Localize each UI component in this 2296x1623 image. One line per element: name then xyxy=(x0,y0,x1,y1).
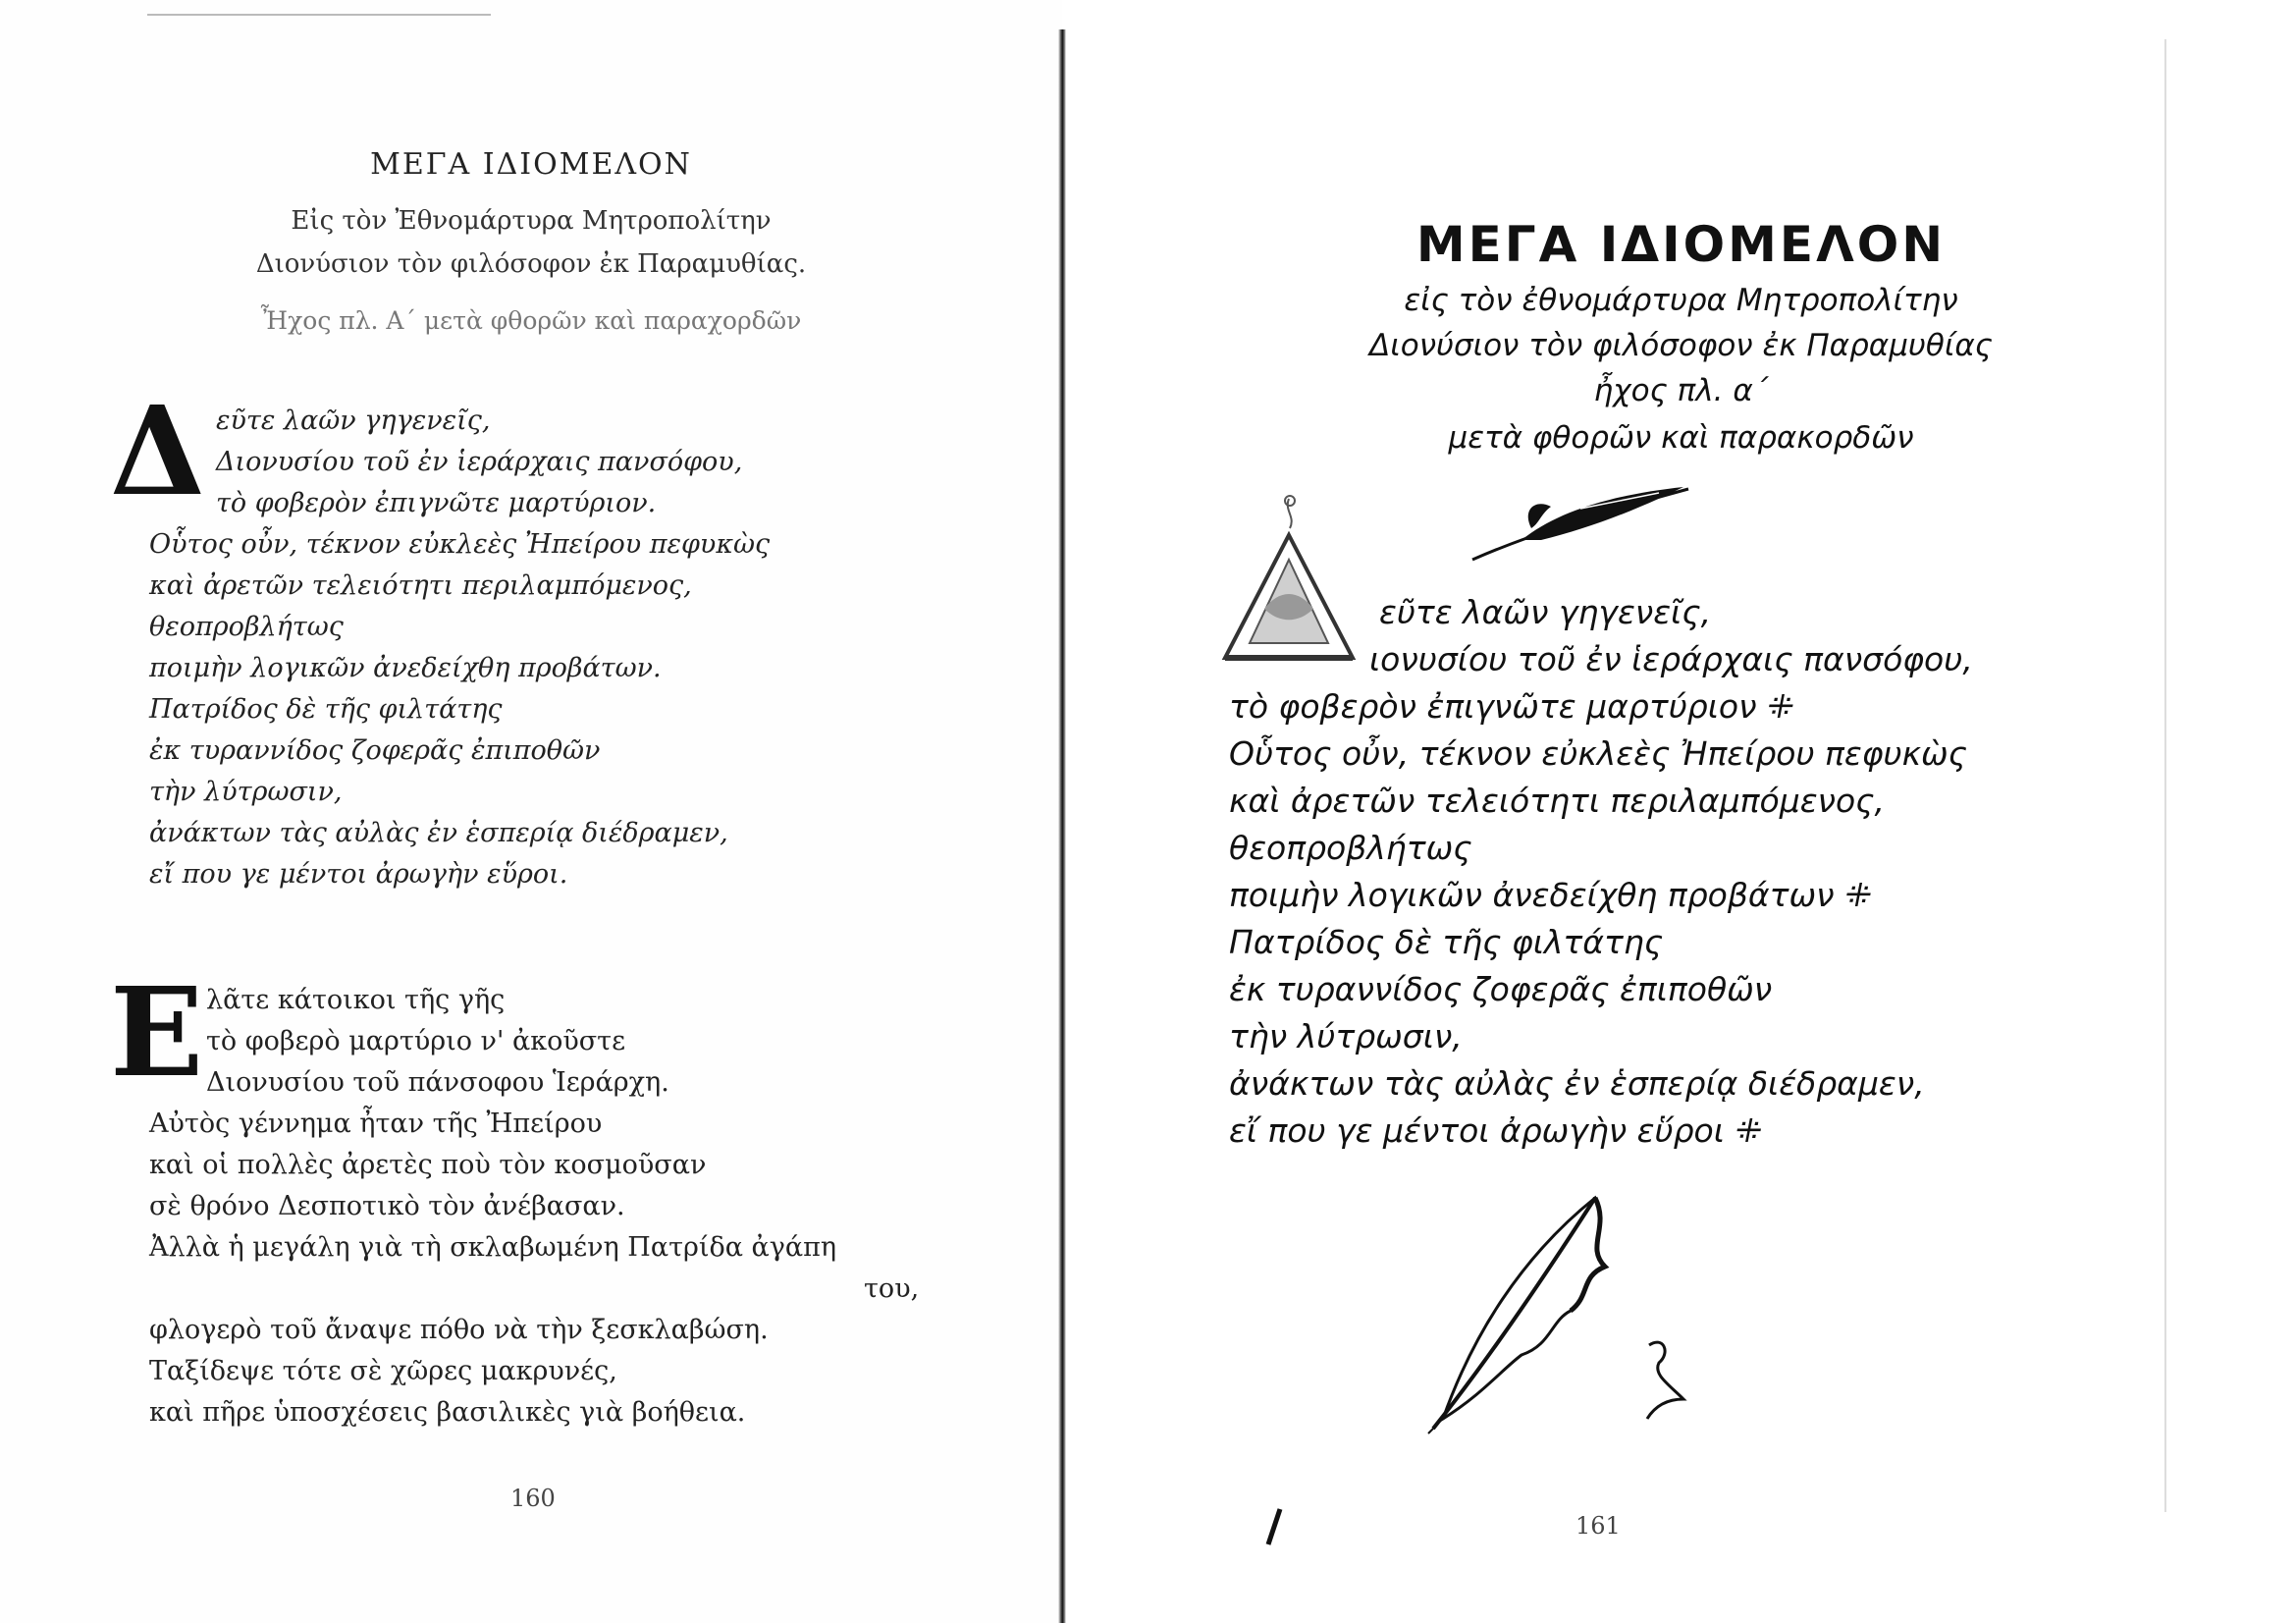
page-number-right: 161 xyxy=(1575,1512,1621,1540)
stanza-1-line: καὶ ἀρετῶν τελειότητι περιλαμπόμενος, xyxy=(149,570,692,601)
stanza-1-line: ἐκ τυραννίδος ζοφερᾶς ἐπιποθῶν xyxy=(149,735,601,766)
subtitle-line-1: Εἰς τὸν Ἐθνομάρτυρα Μητροπολίτην xyxy=(291,206,772,236)
quill-drawing-icon xyxy=(1414,1188,1728,1443)
handwritten-verse-line: ἀνάκτων τὰς αὐλὰς ἐν ἑσπερίᾳ διέδραμεν, xyxy=(1229,1064,1925,1103)
subtitle-line-2: Διονύσιον τὸν φιλόσοφον ἐκ Παραμυθίας. xyxy=(255,249,807,279)
stanza-1-line: εἴ που γε μέντοι ἀρωγὴν εὕροι. xyxy=(149,859,568,890)
stanza-1-line: θεοπροβλήτως xyxy=(149,612,344,642)
handwritten-heading-line: Διονύσιον τὸν φιλόσοφον ἐκ Παραμυθίας xyxy=(1369,328,1993,363)
stanza-1-line: Διονυσίου τοῦ ἐν ἱεράρχαις πανσόφου, xyxy=(216,447,743,477)
top-rule xyxy=(147,14,491,16)
stanza-2-line: Ἀλλὰ ἡ μεγάλη γιὰ τὴ σκλαβωμένη Πατρίδα ἀγάπη xyxy=(149,1232,837,1263)
handwritten-verse-line: εῦτε λαῶν γηγενεῖς, xyxy=(1379,593,1712,631)
handwritten-verse-line: Πατρίδος δὲ τῆς φιλτάτης xyxy=(1229,923,1664,961)
stanza-2-line: του, xyxy=(864,1273,920,1304)
stanza-1-line: εῦτε λαῶν γηγενεῖς, xyxy=(216,406,491,436)
handwritten-title: ΜΕΓΑ ΙΔΙΟΜΕΛΟΝ xyxy=(1415,216,1947,273)
illuminated-delta-icon xyxy=(1215,491,1362,668)
stanza-1-line: τὸ φοβερὸν ἐπιγνῶτε μαρτύριον. xyxy=(216,488,657,518)
mode-line: Ἦχος πλ. Α΄ μετὰ φθορῶν καὶ παραχορδῶν xyxy=(260,306,802,335)
handwritten-verse-line: εἴ που γε μέντοι ἀρωγὴν εὕροι ⁜ xyxy=(1229,1111,1763,1150)
stanza-1-line: Οὗτος οὖν, τέκνον εὐκλεὲς Ἠπείρου πεφυκὼς xyxy=(149,529,771,560)
handwritten-heading-line: ἦχος πλ. α΄ xyxy=(1593,373,1769,408)
stanza-2-line: τὸ φοβερὸ μαρτύριο ν' ἀκοῦστε xyxy=(206,1026,626,1056)
stanza-2-line: σὲ θρόνο Δεσποτικὸ τὸν ἀνέβασαν. xyxy=(149,1191,625,1221)
page-title: ΜΕΓΑ ΙΔΙΟΜΕΛΟΝ xyxy=(370,147,692,182)
stanza-2-line: Αὐτὸς γέννημα ἦταν τῆς Ἠπείρου xyxy=(149,1109,603,1139)
book-gutter xyxy=(1058,29,1066,1623)
handwritten-verse-line: ιονυσίου τοῦ ἐν ἱεράρχαις πανσόφου, xyxy=(1369,640,1973,678)
handwritten-verse-line: ποιμὴν λογικῶν ἀνεδείχθη προβάτων ⁜ xyxy=(1229,876,1872,914)
left-page xyxy=(0,0,1062,1623)
stanza-2-line: λᾶτε κάτοικοι τῆς γῆς xyxy=(206,985,506,1015)
handwritten-verse-line: τὴν λύτρωσιν, xyxy=(1229,1017,1463,1055)
handwritten-heading-line: εἰς τὸν ἐθνομάρτυρα Μητροπολίτην xyxy=(1404,283,1958,318)
drop-cap-epsilon: Ε xyxy=(110,961,204,1105)
stanza-2-line: Ταξίδεψε τότε σὲ χῶρες μακρυνές, xyxy=(149,1356,617,1386)
stanza-1-line: τὴν λύτρωσιν, xyxy=(149,777,343,807)
quill-ornament-icon xyxy=(1463,469,1698,568)
handwritten-verse-line: ἐκ τυραννίδος ζοφερᾶς ἐπιποθῶν xyxy=(1229,970,1773,1008)
handwritten-heading-line: μετὰ φθορῶν καὶ παρακορδῶν xyxy=(1448,420,1914,456)
stanza-2-line: Διονυσίου τοῦ πάνσοφου Ἱεράρχη. xyxy=(206,1067,669,1098)
handwritten-verse-line: Οὗτος οὖν, τέκνον εὐκλεὲς Ἠπείρου πεφυκὼς xyxy=(1229,734,1968,773)
stanza-2-line: καὶ πῆρε ὑποσχέσεις βασιλικὲς γιὰ βοήθεια. xyxy=(149,1397,746,1428)
handwritten-verse-line: θεοπροβλήτως xyxy=(1229,829,1472,867)
stanza-1-line: ποιμὴν λογικῶν ἀνεδείχθη προβάτων. xyxy=(149,653,662,683)
pen-mark-icon xyxy=(1264,1507,1284,1546)
stanza-1-line: ἀνάκτων τὰς αὐλὰς ἐν ἑσπερίᾳ διέδραμεν, xyxy=(149,818,728,848)
page-number-left: 160 xyxy=(510,1485,556,1512)
stanza-2-line: φλογερὸ τοῦ ἄναψε πόθο νὰ τὴν ξεσκλαβώση. xyxy=(149,1315,769,1345)
handwritten-verse-line: καὶ ἀρετῶν τελειότητι περιλαμπόμενος, xyxy=(1229,782,1886,820)
handwritten-verse-line: τὸ φοβερὸν ἐπιγνῶτε μαρτύριον ⁜ xyxy=(1229,687,1794,726)
stanza-2-line: καὶ οἱ πολλὲς ἀρετὲς ποὺ τὸν κοσμοῦσαν xyxy=(149,1150,707,1180)
stanza-1-line: Πατρίδος δὲ τῆς φιλτάτης xyxy=(149,694,503,725)
drop-cap-delta: Δ xyxy=(110,380,205,523)
